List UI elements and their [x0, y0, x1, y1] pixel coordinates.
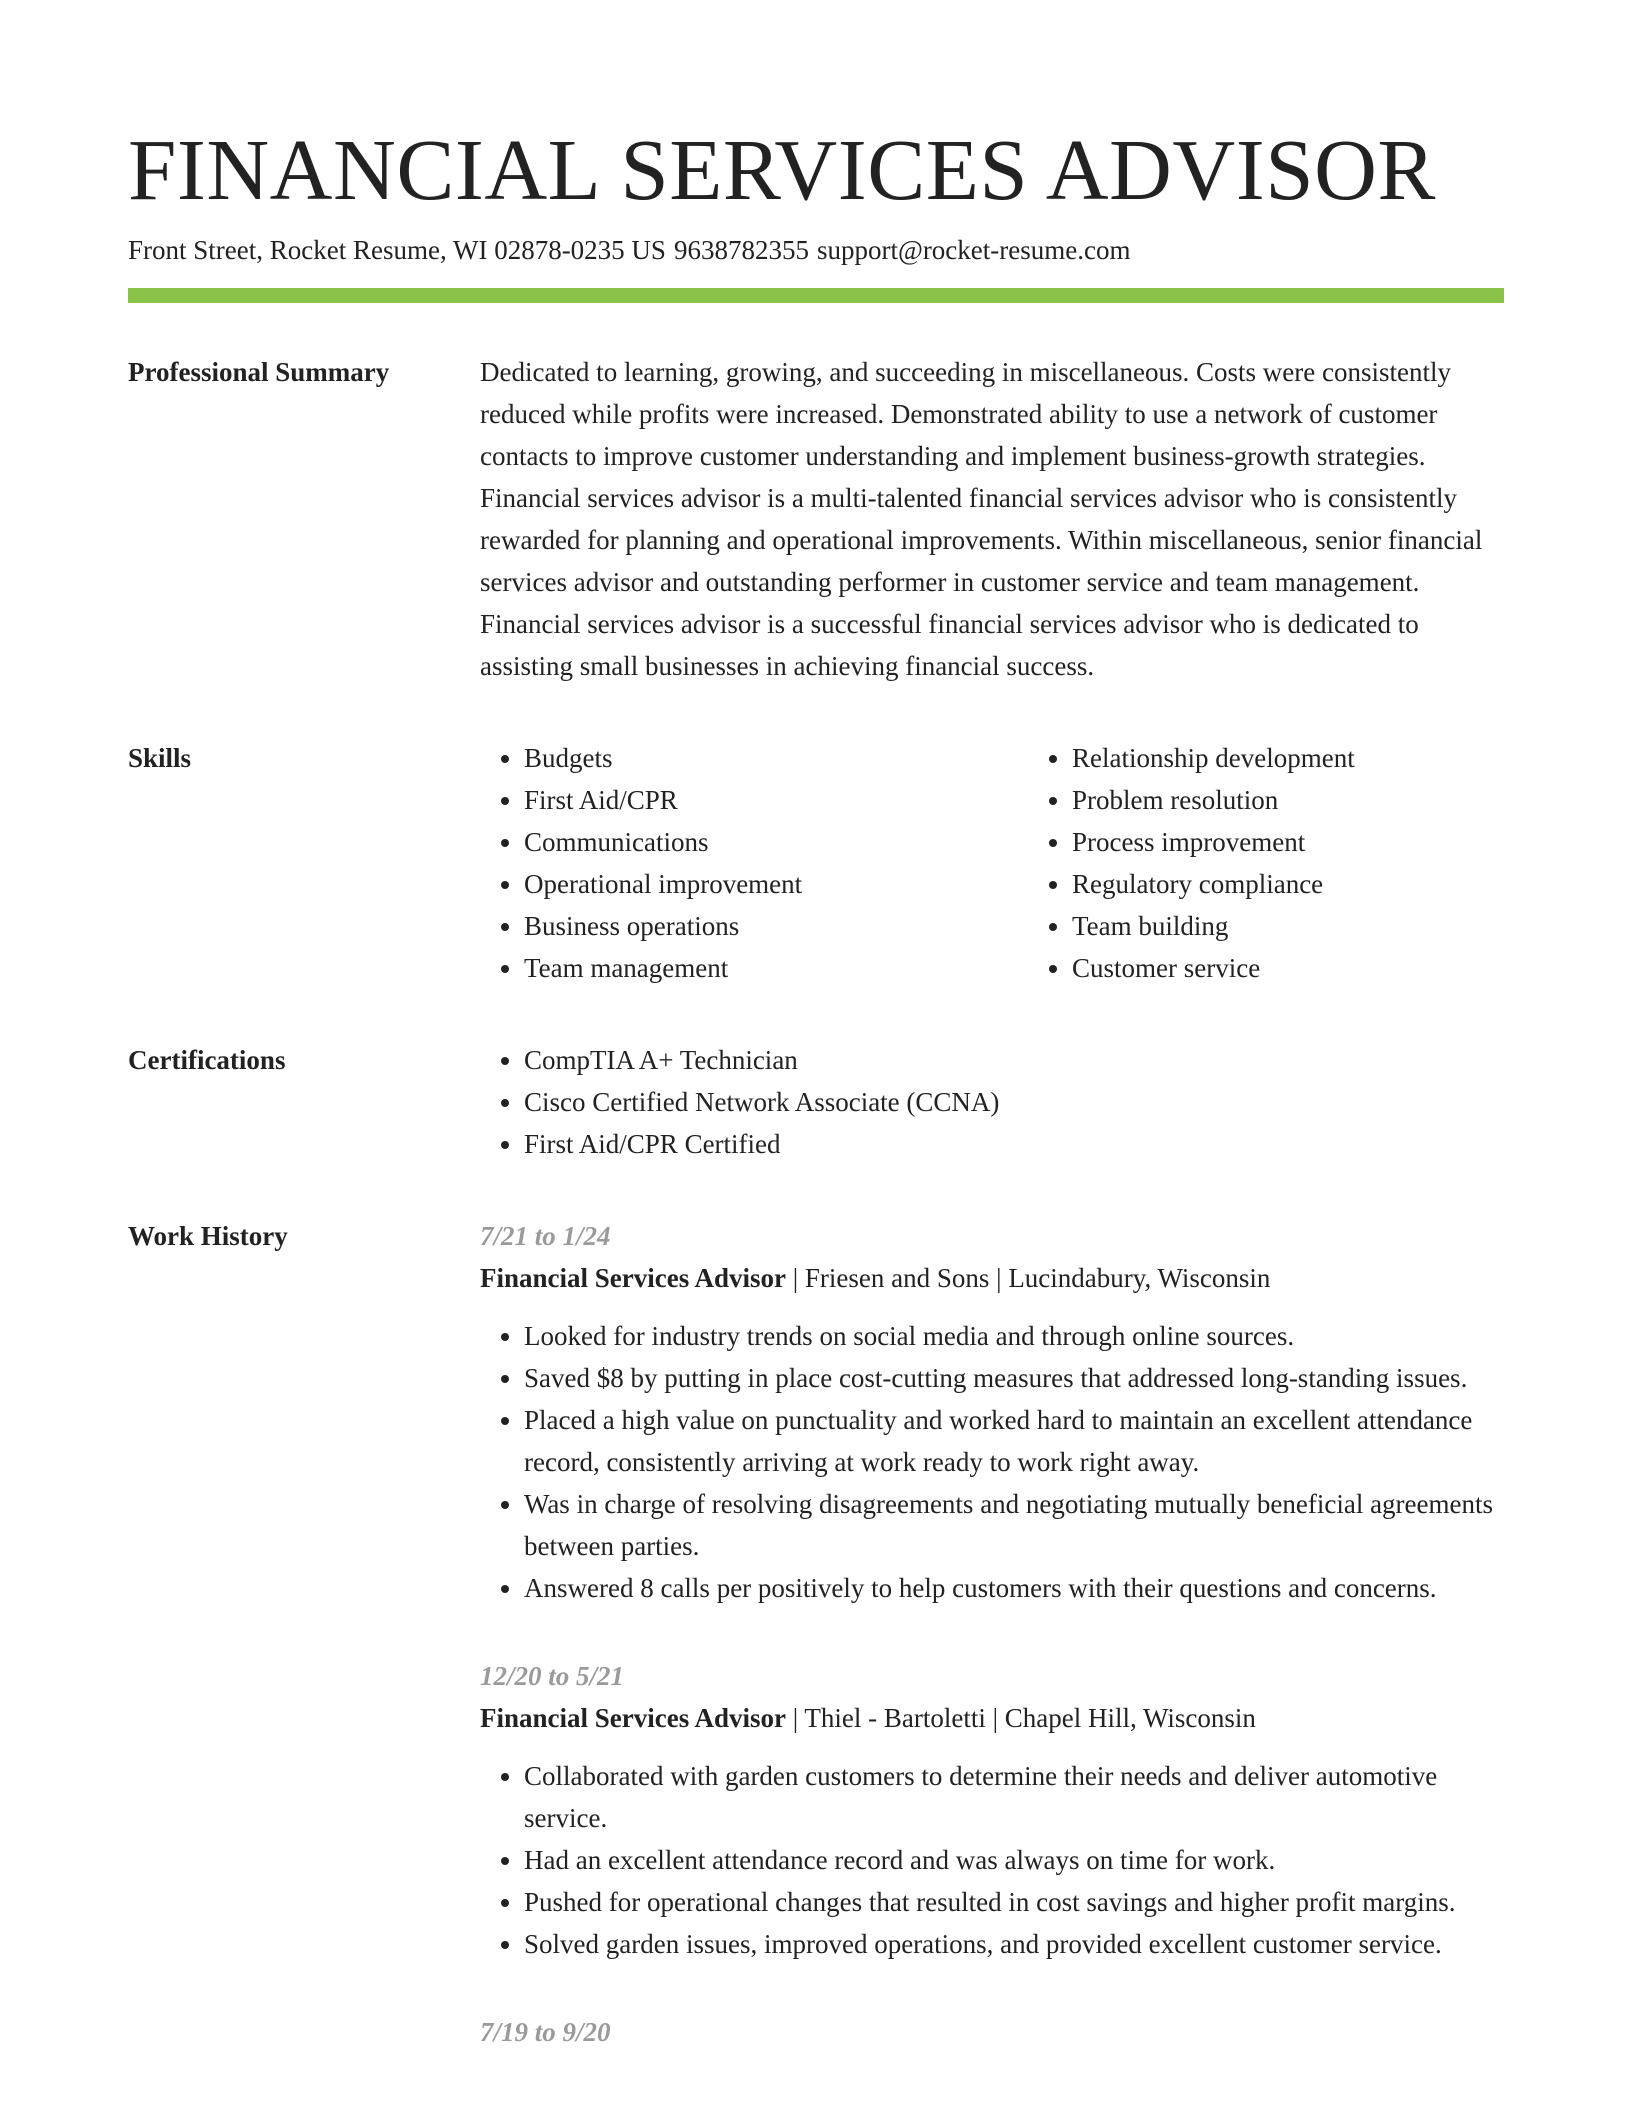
- summary-text: Dedicated to learning, growing, and succeeding in miscellaneous. Costs were consistently reduced while profits were increased. Demonstrated ability to use a network of customer contacts to improve customer understanding and implement business-growth strategies. Financial services advisor is a multi-talented financial services advisor who is consistently rewarded for planning and operational improvements. Within miscellaneous, senior financial services advisor and outstanding performer in customer service and team management. Financial services advisor is a successful financial services advisor who is dedicated to assisting small businesses in achieving financial success.: [480, 357, 1483, 681]
- contact-address: Front Street, Rocket Resume, WI 02878-0235 US: [128, 235, 666, 265]
- job-bullets: [480, 1315, 1504, 1609]
- job-title: Financial Services Advisor: [480, 1263, 786, 1293]
- certification-item: • CompTIA A+ Technician: [524, 1039, 1504, 1081]
- job-bullet: • Pushed for operational changes that resulted in cost savings and higher profit margins.: [524, 1881, 1504, 1923]
- skills-list-right: [1028, 737, 1576, 989]
- certification-item: • Cisco Certified Network Associate (CCNA): [524, 1081, 1504, 1123]
- job-heading: [480, 1697, 1504, 1739]
- skill-item: • Customer service: [1072, 947, 1576, 989]
- skill-item: • Process improvement: [1072, 821, 1576, 863]
- work-history-section: [128, 1215, 1504, 2099]
- job-bullet: • Collaborated with garden customers to determine their needs and deliver automotive service.: [524, 1755, 1504, 1839]
- job-heading: [480, 1257, 1504, 1299]
- certifications-label: Certifications: [128, 1045, 286, 1075]
- separator: |: [792, 1703, 799, 1733]
- job-bullet: • Answered 8 calls per positively to help customers with their questions and concerns.: [524, 1567, 1504, 1609]
- certification-item: • First Aid/CPR Certified: [524, 1123, 1504, 1165]
- contact-phone: 9638782355: [673, 235, 809, 265]
- contact-line: [128, 230, 1504, 270]
- summary-section: [128, 351, 1504, 687]
- resume-name-heading: FINANCIAL SERVICES ADVISOR: [128, 121, 1436, 218]
- skill-item: • Relationship development: [1072, 737, 1576, 779]
- skill-item: • Problem resolution: [1072, 779, 1576, 821]
- job-entry: [480, 2011, 1504, 2053]
- skill-item: • Business operations: [524, 905, 1028, 947]
- skill-item: • Team management: [524, 947, 1028, 989]
- separator: |: [996, 1263, 1002, 1293]
- job-bullets: [480, 1755, 1504, 1965]
- separator: |: [792, 1263, 799, 1293]
- job-dates: 7/21 to 1/24: [480, 1221, 611, 1251]
- job-bullet: • Was in charge of resolving disagreements and negotiating mutually beneficial agreements between parties.: [524, 1483, 1504, 1567]
- job-dates: 7/19 to 9/20: [480, 2017, 611, 2047]
- job-bullet: • Saved $8 by putting in place cost-cutting measures that addressed long-standing issues.: [524, 1357, 1504, 1399]
- job-company: Friesen and Sons: [804, 1263, 990, 1293]
- work-history-label: Work History: [128, 1221, 288, 1251]
- resume-page: [128, 0, 1504, 2099]
- job-entry: [480, 1215, 1504, 1609]
- skill-item: • Regulatory compliance: [1072, 863, 1576, 905]
- contact-email: support@rocket-resume.com: [816, 235, 1131, 265]
- certifications-list: [480, 1039, 1504, 1165]
- summary-label: Professional Summary: [128, 357, 390, 387]
- job-entry: [480, 1655, 1504, 1965]
- separator: |: [992, 1703, 999, 1733]
- header-divider: [128, 288, 1504, 303]
- skill-item: • Communications: [524, 821, 1028, 863]
- skill-item: • Budgets: [524, 737, 1028, 779]
- skill-item: • Team building: [1072, 905, 1576, 947]
- skills-section: [128, 737, 1504, 989]
- certifications-section: [128, 1039, 1504, 1165]
- job-bullet: • Looked for industry trends on social media and through online sources.: [524, 1315, 1504, 1357]
- job-bullet: • Solved garden issues, improved operations, and provided excellent customer service.: [524, 1923, 1504, 1965]
- skill-item: • Operational improvement: [524, 863, 1028, 905]
- skill-item: • First Aid/CPR: [524, 779, 1028, 821]
- skills-label: Skills: [128, 743, 192, 773]
- job-dates: 12/20 to 5/21: [480, 1661, 625, 1691]
- job-company: Thiel - Bartoletti: [804, 1703, 986, 1733]
- skills-list-left: [480, 737, 1028, 989]
- job-bullet: • Placed a high value on punctuality and worked hard to maintain an excellent attendance record, consistently arriving at work ready to work right away.: [524, 1399, 1504, 1483]
- job-title: Financial Services Advisor: [480, 1703, 786, 1733]
- job-bullet: • Had an excellent attendance record and was always on time for work.: [524, 1839, 1504, 1881]
- job-location: Chapel Hill, Wisconsin: [1004, 1703, 1256, 1733]
- job-location: Lucindabury, Wisconsin: [1008, 1263, 1271, 1293]
